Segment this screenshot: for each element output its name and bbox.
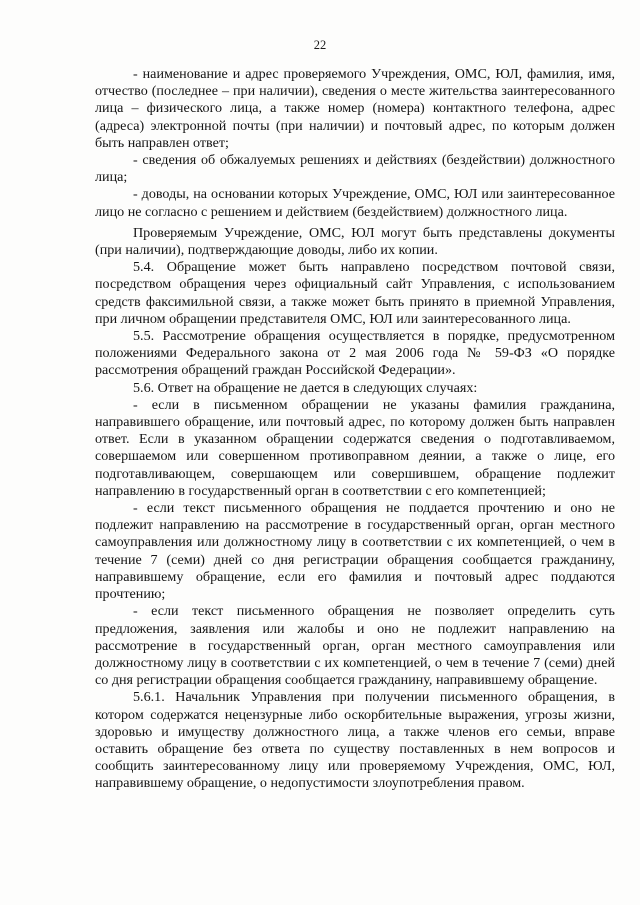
paragraph-no-name-or-address: - если в письменном обращении не указаны фамилия гражданина, направившего обращение, или почтовый адрес, по которому должен быть направлен ответ. Если в указанном обращении содержатся сведения о подготавливаемом, совершаемом или совершенном противоправном деянии, а также о лице, его подготавливающем, совершающем или совершившем, обращение подлежит направлению в государственный орган в соответствии с его компетенцией; <box>95 396 615 499</box>
paragraph-5-6: 5.6. Ответ на обращение не дается в следующих случаях: <box>133 379 478 396</box>
paragraph-5-6-1: 5.6.1. Начальник Управления при получении письменного обращения, в котором содержатся нецензурные либо оскорбительные выражения, угрозы жизни, здоровью и имуществу должностного лица, а также членов его семьи, вправе оставить обращение без ответа по существу поставленных в нем вопросов и сообщить заинтересованному лицу или проверяемому Учреждения, ОМС, ЮЛ, направившему обращение, о недопустимости злоупотребления правом. <box>95 689 615 792</box>
paragraph-documents: Проверяемым Учреждение, ОМС, ЮЛ могут быть представлены документы (при наличии), подтверждающие доводы, либо их копии. <box>95 224 615 259</box>
paragraph-5-5: 5.5. Рассмотрение обращения осуществляется в порядке, предусмотренном положениями Федерального закона от 2 мая 2006 года № 59-ФЗ «О порядке рассмотрения обращений граждан Российской Федерации». <box>95 328 615 379</box>
paragraph-unreadable-text: - если текст письменного обращения не поддается прочтению и оно не подлежит направлению на рассмотрение в государственный орган, орган местного самоуправления или должностному лицу в соответствии с их компетенцией, о чем в течение 7 (семи) дней со дня регистрации обращения сообщается гражданину, направившему обращение, если его фамилия и почтовый адрес поддаются прочтению; <box>95 500 615 603</box>
paragraph-arguments: - доводы, на основании которых Учреждение, ОМС, ЮЛ или заинтересованное лицо не согласно с решением и действием (бездействием) должностного лица. <box>95 186 615 220</box>
paragraph-5-4: 5.4. Обращение может быть направлено посредством почтовой связи, посредством обращения через официальный сайт Управления, с использованием средств факсимильной связи, а также может быть принято в приемной Управления, при личном обращении представителя ОМС, ЮЛ или заинтересованного лица. <box>95 259 615 327</box>
paragraph-unclear-essence: - если текст письменного обращения не позволяет определить суть предложения, заявления или жалобы и оно не подлежит направлению на рассмотрение в государственный орган, орган местного самоуправления или должностному лицу в соответствии с их компетенцией, о чем в течение 7 (семи) дней со дня регистрации обращения сообщается гражданину, направившему обращение. <box>95 603 615 689</box>
document-body <box>95 66 615 793</box>
page-number: 22 <box>313 38 327 52</box>
paragraph-requisites: - наименование и адрес проверяемого Учреждения, ОМС, ЮЛ, фамилия, имя, отчество (последнее – при наличии), сведения о месте жительства заинтересованного лица – физического лица, а также номер (номера) контактного телефона, адрес (адреса) электронной почты (при наличии) и почтовый адрес, по которым должен быть направлен ответ; <box>95 66 615 151</box>
paragraph-appealed-decisions: - сведения об обжалуемых решениях и действиях (бездействии) должностного лица; <box>95 152 615 186</box>
